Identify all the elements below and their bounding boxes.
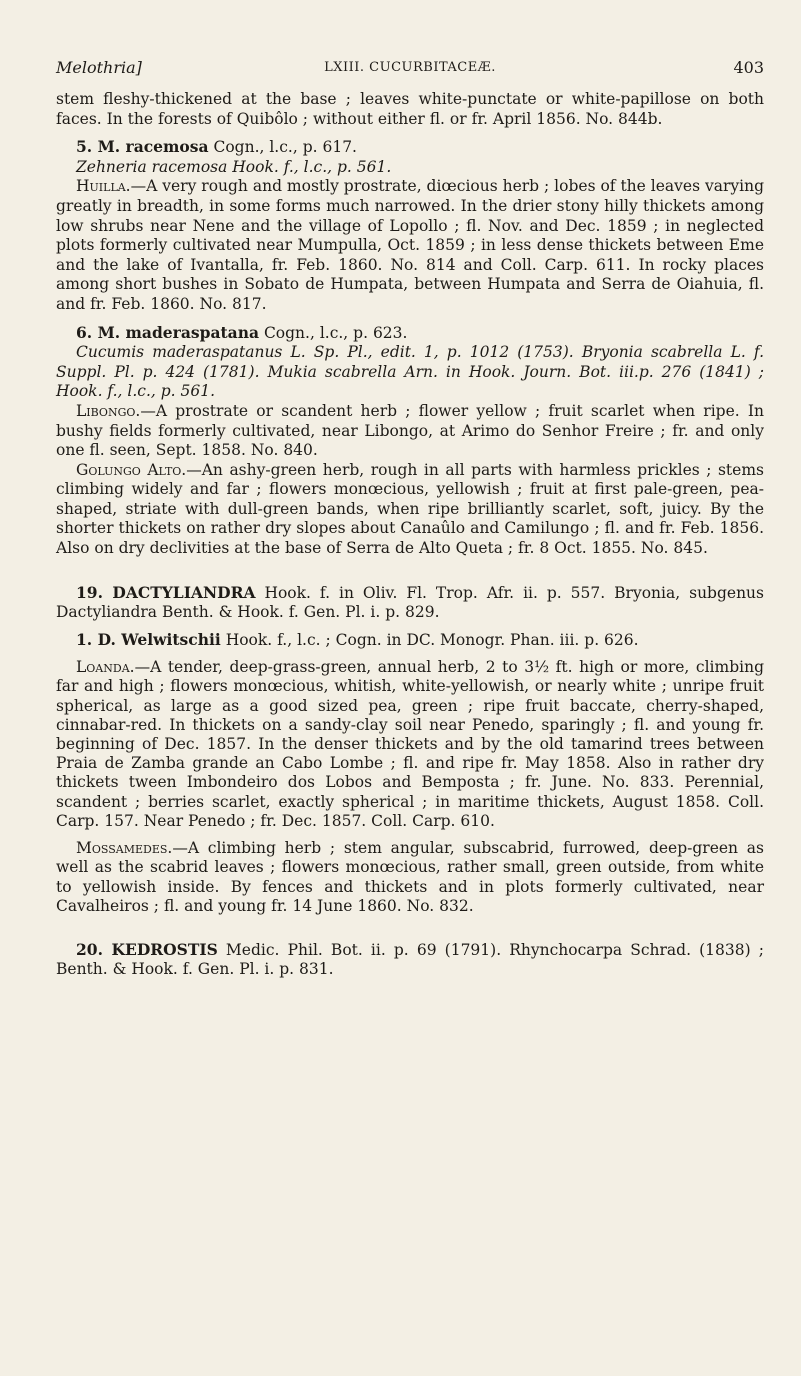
synonym-zehneria: Zehneria racemosa Hook. f., l.c., p. 561.: [76, 157, 392, 176]
locality-huilla: [56, 177, 764, 314]
locality-name: Mossamedes.: [76, 839, 173, 858]
locality-mossamedes: [56, 839, 764, 916]
genus-heading-kedrostis: [56, 940, 764, 979]
locality-text: —A climbing herb ; stem angular, subscabrid, furrowed, deep-green as well as the scabrid leaves ; flowers monœcious, rather small, green outside, from white to yellowish inside. By fences and thickets and in plots formerly cultivated, near Cavalheiros ; fl. and young fr. 14 June 1860. No. 832.: [56, 839, 764, 915]
species-heading-welwitschii: [56, 630, 764, 650]
locality-loanda: [56, 658, 764, 831]
locality-name: Huilla.: [76, 177, 131, 196]
locality-name: Loanda.: [76, 658, 135, 677]
locality-name: Golungo Alto.: [76, 460, 187, 479]
species-citation: Cogn., l.c., p. 617.: [208, 138, 357, 157]
genus-name: 19. DACTYLIANDRA: [76, 582, 256, 602]
species-citation: Cogn., l.c., p. 623.: [259, 323, 408, 342]
locality-text: —An ashy-green herb, rough in all parts with harmless prickles ; stems climbing widely and far ; flowers monœcious, yellowish ; fruit at first pale-green, pea-shaped, striate with dull-green bands, when ripe brilliantly scarlet, soft, juicy. By the shorter thickets on rather dry slopes about Canaûlo and Camilungo ; fl. and fr. Feb. 1856. Also on dry declivities at the base of Serra de Alto Queta ; fr. 8 Oct. 1855. No. 845.: [56, 460, 764, 558]
locality-text: —A tender, deep-grass-green, annual herb, 2 to 3½ ft. high or more, climbing far and high ; flowers monœcious, whitish, white-yellowish, or nearly white ; unripe fruit spherical, as large as a good sized pea, green ; ripe fruit baccate, cherry-shaped, cinnabar-red. In thickets on a sandy-clay soil near Penedo, sparingly ; fl. and young fr. beginning of Dec. 1857. In the denser thickets and by the old tamarind trees between Praia de Zamba grande an Cabo Lombe ; fl. and ripe fr. May 1858. Also in rather dry thickets tween Imbondeiro dos Lobos and Bemposta ; fr. June. No. 833. Perennial, scandent ; berries scarlet, exactly spherical ; in maritime thickets, August 1858. Coll. Carp. 157. Near Penedo ; fr. Dec. 1857. Coll. Carp. 610.: [56, 658, 764, 830]
locality-name: Libongo.: [76, 401, 141, 420]
species-citation: Hook. f., l.c. ; Cogn. in DC. Monogr. Phan. iii. p. 626.: [220, 631, 639, 650]
species-name: 6. M. maderaspatana: [76, 322, 260, 342]
species-heading-maderaspatana: [56, 323, 764, 344]
locality-libongo: [56, 402, 764, 461]
synonyms-cucumis: Cucumis maderaspatanus L. Sp. Pl., edit. 1, p. 1012 (1753). Bryonia scabrella L. f. Suppl. Pl. p. 424 (1781). Mukia scabrella Arn. in Hook. Journ. Bot. iii.p. 276 (1841) ; Hook. f., l.c., p. 561.: [56, 343, 764, 401]
running-header: [56, 58, 764, 90]
genus-heading-dactyliandra: [56, 583, 764, 622]
header-family: LXIII. CUCURBITACEÆ.: [324, 60, 496, 75]
header-genus: Melothria]: [56, 58, 142, 77]
species-heading-racemosa: [56, 137, 764, 158]
book-page: [56, 58, 764, 979]
locality-golungo-alto: [56, 461, 764, 559]
locality-text: —A very rough and mostly prostrate, diœcious herb ; lobes of the leaves varying greatly in breadth, in some forms much narrowed. In the drier stony hilly thickets among low shrubs near Nene and the village of Lopollo ; fl. Nov. and Dec. 1859 ; in neglected plots formerly cultivated near Mumpulla, Oct. 1859 ; in less dense thickets between Eme and the lake of Ivantalla, fr. Feb. 1860. No. 814 and Coll. Carp. 611. In rocky places among short bushes in Sobato de Humpata, between Humpata and Serra de Oiahuia, fl. and fr. Feb. 1860. No. 817.: [56, 177, 764, 313]
genus-section-dactyliandra: [56, 583, 764, 980]
genus-citation: Hook. f. in Oliv. Fl. Trop. Afr. ii. p. 557. Bryonia, subgenus Dactyliandra Benth. & Hook. f. Gen. Pl. i. p. 829.: [56, 583, 764, 621]
locality-text: —A prostrate or scandent herb ; flower yellow ; fruit scarlet when ripe. In bushy fields formerly cultivated, near Libongo, at Arimo do Senhor Freire ; fr. and only one fl. seen, Sept. 1858. No. 840.: [56, 401, 764, 460]
page-number: 403: [733, 58, 764, 77]
genus-name: 20. KEDROSTIS: [76, 939, 218, 959]
species-name: 5. M. racemosa: [76, 137, 209, 157]
species-name: 1. D. Welwitschii: [76, 630, 221, 650]
genus-citation: Medic. Phil. Bot. ii. p. 69 (1791). Rhynchocarpa Schrad. (1838) ; Benth. & Hook. f. Gen. Pl. i. p. 831.: [56, 940, 764, 979]
paragraph-stem-description: stem fleshy-thickened at the base ; leaves white-punctate or white-papillose on both faces. In the forests of Quibôlo ; without either fl. or fr. April 1856. No. 844b.: [56, 90, 764, 128]
